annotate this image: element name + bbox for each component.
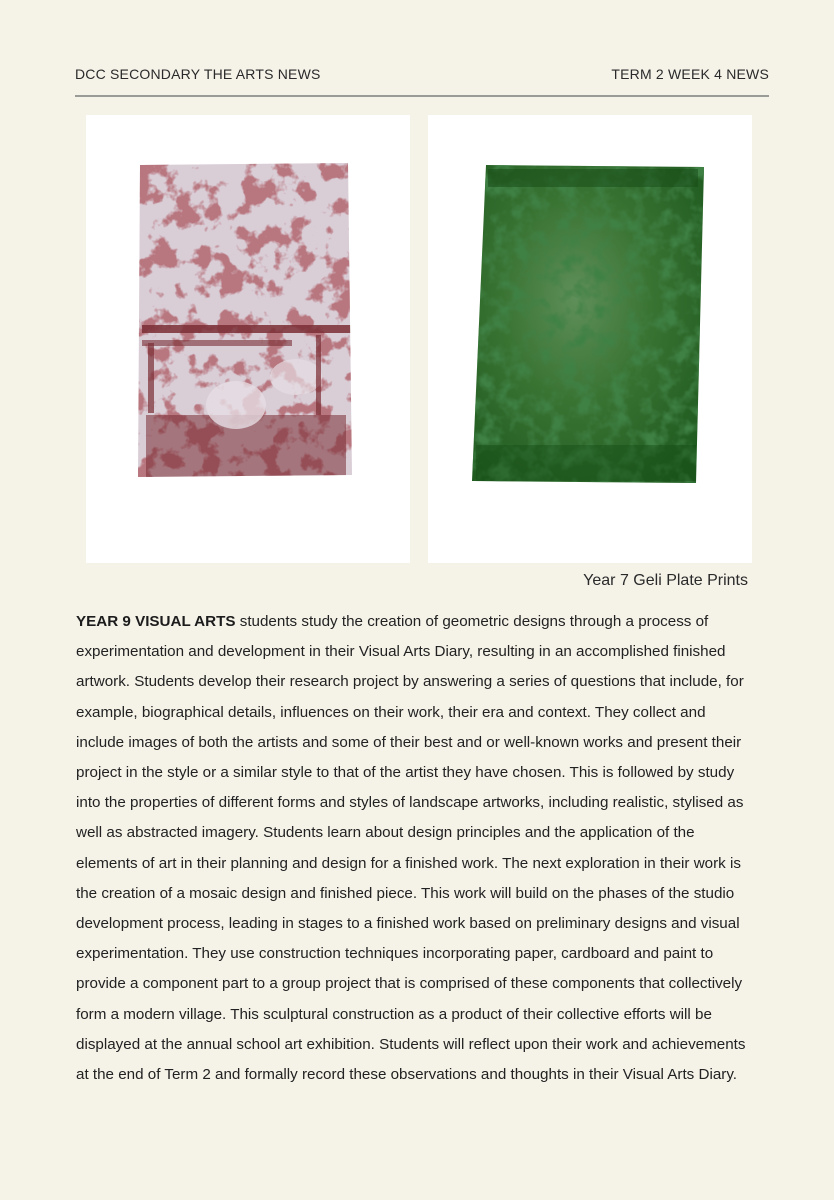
figure-caption: Year 7 Geli Plate Prints	[583, 572, 748, 589]
maroon-print-artwork	[86, 115, 410, 563]
maroon-print-image	[86, 115, 410, 563]
header-right-title: TERM 2 WEEK 4 NEWS	[611, 66, 769, 82]
green-print-artwork	[428, 115, 752, 563]
page-header	[75, 66, 769, 82]
article-text: students study the creation of geometric designs through a process of experimentation and development in their Visual Arts Diary, resulting in an accomplished finished artwork. Students develop their research project by answering a series of questions that include, for example, biographical details, influences on their work, their era and context. They collect and include images of both the artists and some of their best and or well-known works and present their project in the style or a similar style to that of the artist they have chosen. This is followed by study into the properties of different forms and styles of landscape artworks, including realistic, stylised as well as abstracted imagery. Students learn about design principles and the application of the elements of art in their planning and design for a finished work. The next exploration in their work is the creation of a mosaic design and finished piece. This work will build on the phases of the studio development process, leading in stages to a finished work based on preliminary designs and visual experimentation. They use construction techniques incorporating paper, cardboard and paint to provide a component part to a group project that is comprised of these components that collectively form a modern village. This sculptural construction as a product of their collective efforts will be displayed at the annual school art exhibition. Students will reflect upon their work and achievements at the end of Term 2 and formally record these observations and thoughts in their Visual Arts Diary.	[76, 613, 746, 1084]
article-lead: YEAR 9 VISUAL ARTS	[76, 613, 236, 630]
header-left-title: DCC SECONDARY THE ARTS NEWS	[75, 66, 321, 82]
green-print-image	[428, 115, 752, 563]
article-body	[76, 607, 756, 1090]
header-divider	[75, 95, 769, 97]
